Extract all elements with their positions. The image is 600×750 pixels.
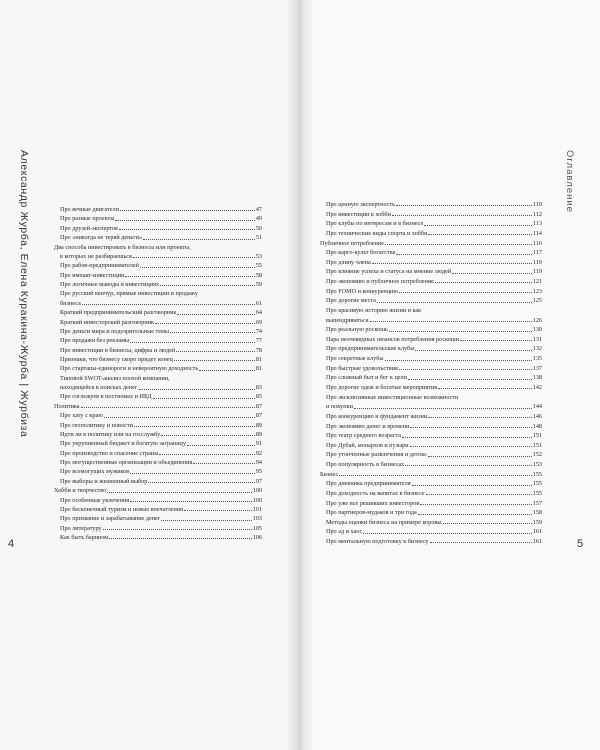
toc-entry	[54, 525, 262, 532]
toc-entry	[54, 393, 262, 400]
toc-entry	[54, 253, 262, 260]
toc-entry	[54, 375, 262, 382]
toc-entry-title: Про разные проекты	[60, 215, 115, 223]
toc-entry-page: 151	[532, 432, 542, 440]
toc-leader-dots	[443, 523, 532, 524]
toc-entry-page: 131	[532, 335, 542, 343]
toc-entry-page: 130	[532, 326, 542, 334]
toc-entry	[320, 528, 542, 535]
toc-entry	[54, 534, 262, 541]
toc-entry-page: 161	[532, 538, 542, 545]
toc-entry	[320, 211, 542, 218]
toc-entry-title: Признаки, что бизнесу скоро придет конец	[60, 355, 173, 363]
toc-entry-page: 69	[255, 318, 262, 326]
toc-entry-page: 101	[252, 505, 262, 513]
toc-entry-title: Про хату с краю	[60, 412, 103, 420]
toc-entry-title: Про карго-культ богатства	[326, 249, 396, 257]
toc-entry-title: Политика	[54, 402, 80, 410]
toc-entry	[320, 394, 542, 401]
toc-entry-page: 94	[255, 459, 262, 466]
toc-entry-title: Про литературу	[60, 524, 102, 532]
toc-leader-dots	[107, 492, 251, 493]
toc-leader-dots	[405, 465, 531, 466]
toc-entry	[54, 234, 262, 241]
right-running-head: Оглавление	[564, 150, 575, 213]
toc-entry	[320, 268, 542, 275]
toc-leader-dots	[155, 323, 255, 324]
toc-entry	[320, 297, 542, 304]
toc-entry	[320, 538, 542, 545]
toc-entry	[54, 281, 262, 288]
toc-entry	[320, 220, 542, 227]
toc-entry-title: Про конкуренцию и фундамент жизни	[326, 412, 428, 420]
toc-entry	[320, 423, 542, 430]
toc-entry-title: Пара неочевидных нюансов потребления роскоши	[326, 335, 459, 343]
toc-entry-page: 81	[255, 355, 262, 363]
toc-entry-title: Про бесконечный туризм и новые впечатления	[60, 505, 183, 513]
toc-leader-dots	[174, 360, 255, 361]
toc-entry-title: Про логичные выводы в инвестициях	[60, 281, 160, 288]
toc-leader-dots	[177, 314, 254, 315]
toc-leader-dots	[109, 538, 251, 539]
left-running-head: Александр Журба, Елена Куракина-Журба | Журбиза	[18, 150, 30, 438]
toc-leader-dots	[418, 514, 532, 515]
toc-entry-title: Про клубы по интересам и в бизнесе	[326, 220, 424, 228]
toc-entry-title: Про геополитику и новости	[60, 421, 133, 429]
toc-entry	[320, 240, 542, 247]
toc-entry-page: 114	[532, 229, 542, 237]
toc-entry-page: 158	[532, 509, 542, 517]
toc-entry-title: Про рабов-предпринимателей	[60, 262, 139, 270]
toc-leader-dots	[399, 369, 532, 370]
toc-entry-title: Краткий инвесторский разговорник	[60, 318, 155, 326]
toc-leader-dots	[408, 379, 532, 380]
toc-entry-page: 151	[532, 441, 542, 449]
toc-leader-dots	[130, 501, 252, 502]
toc-entry-title: Как быть барином	[60, 534, 109, 541]
toc-entry	[320, 326, 542, 333]
toc-entry-page: 58	[255, 271, 262, 279]
toc-entry-title: Про партнеров-мудаков и три года	[326, 509, 417, 517]
toc-entry-page: 121	[532, 278, 542, 285]
toc-leader-dots	[410, 427, 531, 428]
toc-entry-page: 155	[532, 480, 542, 488]
toc-entry-title: Про популярность в бизнесах	[326, 461, 405, 468]
toc-entry	[320, 403, 542, 410]
toc-entry-title: Про ценную экспертность	[326, 201, 396, 208]
toc-entry-title: Хобби и творчество	[54, 487, 107, 495]
toc-entry	[54, 403, 262, 410]
toc-entry-title: Про стартапы-единороги и невероятную доходность	[60, 365, 199, 373]
toc-entry	[54, 290, 262, 297]
toc-leader-dots	[402, 437, 532, 438]
toc-leader-dots	[426, 494, 532, 495]
toc-leader-dots	[161, 435, 255, 436]
toc-entry-page: 85	[255, 393, 262, 401]
toc-entry-title: Про соглежуев в постиомах и ИБД	[60, 393, 152, 401]
toc-entry	[320, 374, 542, 381]
toc-leader-dots	[119, 229, 255, 230]
toc-entry-page: 100	[252, 496, 262, 504]
toc-leader-dots	[120, 210, 255, 211]
toc-entry	[54, 450, 262, 457]
toc-leader-dots	[170, 332, 255, 333]
toc-leader-dots	[103, 529, 252, 530]
left-page-number: 4	[8, 538, 15, 550]
toc-leader-dots	[435, 282, 532, 283]
toc-leader-dots	[187, 445, 255, 446]
toc-entry-page: 148	[532, 422, 542, 430]
toc-entry-title: Про инвестиции в бизнесы, цифры и людей	[60, 346, 176, 354]
toc-leader-dots	[396, 254, 532, 255]
toc-entry	[54, 215, 262, 222]
toc-entry	[54, 384, 262, 391]
toc-entry	[320, 500, 542, 507]
toc-entry-title: Про предпринимательские клубы	[326, 345, 415, 353]
toc-leader-dots	[428, 456, 532, 457]
toc-leader-dots	[428, 417, 532, 418]
toc-entry	[320, 317, 542, 324]
toc-entry-page: 153	[532, 461, 542, 468]
toc-entry-page: 103	[252, 515, 262, 523]
toc-entry	[54, 431, 262, 438]
toc-entry-page: 119	[532, 268, 542, 276]
toc-entry-page: 89	[255, 421, 262, 429]
toc-entry-title: Про дорогие места	[326, 297, 376, 305]
toc-entry-page: 64	[255, 309, 262, 317]
toc-entry-title: Два способа инвестировать в бизнесы или проекты,	[54, 243, 191, 251]
toc-entry-page: 74	[255, 327, 262, 335]
toc-entry-title: Про доходность на вапитах в бизнесе	[326, 489, 425, 497]
toc-entry-title: выпендриваться	[326, 316, 369, 324]
toc-entry	[54, 225, 262, 232]
toc-entry-title: Про дневника предпринимателя	[326, 480, 411, 488]
toc-entry-title: Про уже все решивших инвесторов	[326, 499, 420, 507]
toc-entry-title: Про особенные увлечения	[60, 496, 130, 504]
toc-entry-page: 119	[532, 258, 542, 266]
toc-leader-dots	[410, 446, 532, 447]
toc-leader-dots	[420, 504, 531, 505]
toc-entry-page: 161	[532, 528, 542, 536]
toc-entry	[54, 515, 262, 522]
toc-entry-page: 87	[255, 412, 262, 420]
toc-entry-title: Бизнес	[320, 470, 339, 478]
toc-entry-title: Про вечные двигатели	[60, 206, 119, 213]
toc-entry	[320, 413, 542, 420]
toc-entry-title: Про экономию денег и времени	[326, 422, 410, 430]
toc-entry	[320, 432, 542, 439]
toc-entry-page: 105	[252, 524, 262, 532]
toc-entry-title: Идти ли в политику или на госслужбу	[60, 430, 161, 438]
toc-entry-title: Про продажи без рекламы	[60, 337, 130, 345]
toc-leader-dots	[140, 267, 255, 268]
toc-leader-dots	[396, 205, 532, 206]
toc-entry-page: 53	[255, 252, 262, 260]
toc-entry-title: Про призвание и зарабатывание денег	[60, 515, 161, 523]
toc-entry	[320, 384, 542, 391]
toc-entry-title: Про русский венчур, прямые инвестиции и продажу	[60, 290, 199, 298]
toc-entry	[54, 262, 262, 269]
toc-leader-dots	[176, 351, 254, 352]
toc-leader-dots	[130, 342, 255, 343]
toc-entry-page: 152	[532, 451, 542, 459]
toc-entry	[54, 244, 262, 251]
toc-entry	[320, 509, 542, 516]
toc-entry-page: 157	[532, 499, 542, 507]
toc-entry	[320, 471, 542, 478]
toc-leader-dots	[430, 542, 532, 543]
toc-entry-page: 123	[532, 287, 542, 295]
toc-leader-dots	[139, 389, 255, 390]
toc-entry-page: 47	[255, 206, 262, 213]
toc-entry	[54, 337, 262, 344]
toc-entry	[54, 319, 262, 326]
toc-leader-dots	[438, 388, 532, 389]
toc-leader-dots	[415, 350, 531, 351]
toc-leader-dots	[385, 360, 532, 361]
toc-entry	[320, 355, 542, 362]
toc-entry-title: Про FOMO и конкуренцию	[326, 287, 398, 295]
toc-entry-title: Про утонченные развлечения и детокс	[326, 451, 427, 459]
toc-leader-dots	[399, 292, 532, 293]
toc-entry-title: Про дорогие одеж и богатые мероприятия	[326, 383, 438, 391]
toc-entry-page: 132	[532, 345, 542, 353]
toc-entry-page: 89	[255, 430, 262, 438]
toc-entry	[54, 478, 262, 485]
toc-leader-dots	[199, 370, 255, 371]
book-gutter	[286, 0, 314, 750]
toc-entry	[320, 278, 542, 285]
toc-entry-title: Про технические виды спорта и хобби	[326, 229, 428, 237]
toc-entry-page: 117	[532, 249, 542, 257]
toc-leader-dots	[81, 407, 255, 408]
toc-entry-page: 126	[532, 316, 542, 324]
toc-entry-title: Про друзей-экспертов	[60, 224, 118, 232]
toc-entry	[54, 497, 262, 504]
toc-leader-dots	[82, 304, 255, 305]
toc-entry-title: бизнеса	[60, 299, 81, 307]
toc-entry	[54, 459, 262, 466]
toc-leader-dots	[370, 321, 532, 322]
toc-entry-page: 138	[532, 374, 542, 382]
toc-entry	[320, 480, 542, 487]
toc-leader-dots	[392, 215, 532, 216]
toc-entry	[320, 230, 542, 237]
toc-entry-title: Про производство и спасение страны	[60, 449, 159, 457]
toc-entry-title: Про инвестиции в хобби	[326, 210, 391, 218]
toc-leader-dots	[428, 234, 532, 235]
toc-entry	[320, 259, 542, 266]
right-page-number: 5	[577, 538, 584, 550]
toc-entry-page: 83	[255, 384, 262, 392]
toc-entry-title: и покупки	[326, 403, 353, 411]
toc-entry-page: 59	[255, 281, 262, 288]
toc-entry-title: Про всемогущих мужиков	[60, 468, 130, 476]
toc-entry-page: 87	[255, 402, 262, 410]
toc-entry-page: 97	[255, 477, 262, 485]
toc-leader-dots	[184, 510, 252, 511]
toc-leader-dots	[363, 533, 531, 534]
toc-entry-page: 106	[252, 534, 262, 541]
toc-entry-page: 144	[532, 403, 542, 411]
toc-entry-title: Про реальную роскошь	[326, 326, 388, 334]
toc-entry-title: Про сложный быт и бег к цели	[326, 374, 407, 382]
toc-entry-title: Про влияние успеха и статуса на мнение людей	[326, 268, 452, 276]
toc-entry-page: 77	[255, 337, 262, 345]
toc-leader-dots	[125, 276, 255, 277]
toc-entry	[54, 365, 262, 372]
toc-entry-title: Про секретные клубы	[326, 355, 384, 363]
toc-leader-dots	[148, 482, 254, 483]
toc-leader-dots	[104, 417, 255, 418]
toc-entry-title: Методы оценки бизнеса на примере коровы	[326, 518, 442, 526]
toc-leader-dots	[160, 285, 255, 286]
toc-entry	[54, 309, 262, 316]
toc-entry-page: 146	[532, 412, 542, 420]
toc-entry-title: Про длину члена	[326, 258, 371, 266]
toc-entry	[54, 468, 262, 475]
toc-entry	[320, 336, 542, 343]
toc-entry	[320, 490, 542, 497]
toc-entry-page: 61	[255, 299, 262, 307]
toc-entry	[54, 328, 262, 335]
toc-leader-dots	[412, 485, 532, 486]
toc-entry-title: Про импакт-инвестиции	[60, 271, 125, 279]
toc-entry-title: Про «никогда не теряй деньги»	[60, 234, 143, 242]
toc-entry	[54, 487, 262, 494]
toc-entry-page: 116	[532, 239, 542, 247]
toc-entry-page: 142	[532, 383, 542, 391]
toc-entry-page: 137	[532, 364, 542, 372]
toc-entry	[320, 307, 542, 314]
toc-leader-dots	[377, 302, 532, 303]
toc-entry-title: находящейся в поисках денег	[60, 384, 138, 392]
toc-entry-page: 155	[532, 489, 542, 497]
toc-entry-title: Про экономию и публичное потребление	[326, 278, 434, 285]
toc-leader-dots	[133, 257, 255, 258]
toc-entry-page: 125	[532, 297, 542, 305]
toc-leader-dots	[372, 263, 532, 264]
toc-entry	[54, 422, 262, 429]
toc-entry	[320, 249, 542, 256]
toc-entry-title: Про ментальную подготовку к бизнесу	[326, 538, 429, 545]
toc-entry-title: в которых не разбираешься	[60, 252, 132, 260]
toc-entry-page: 155	[532, 470, 542, 478]
toc-entry-page: 92	[255, 449, 262, 457]
toc-leader-dots	[385, 244, 532, 245]
toc-entry-title: Публичное потребление	[320, 239, 384, 247]
toc-leader-dots	[134, 426, 255, 427]
toc-entry	[320, 288, 542, 295]
toc-entry-title: Про эксклюзивные инвестиционные возможности	[326, 393, 459, 401]
toc-entry-page: 95	[255, 468, 262, 476]
toc-entry	[320, 461, 542, 468]
toc-leader-dots	[424, 225, 532, 226]
toc-leader-dots	[389, 331, 532, 332]
toc-entry-title: Про укрупненный бюджет и богатую заграницу	[60, 440, 186, 448]
toc-entry	[320, 365, 542, 372]
toc-entry-page: 81	[255, 365, 262, 373]
toc-entry-page: 91	[255, 440, 262, 448]
toc-entry-page: 113	[532, 220, 542, 228]
toc-entry-title: Про красивую историю жизни и как	[326, 306, 422, 314]
toc-entry-title: Про театр среднего возраста	[326, 432, 401, 440]
toc-entry-title: Про ад и хаос	[326, 528, 363, 536]
toc-entry-title: Про могущественные организации и объединения	[60, 459, 193, 466]
toc-leader-dots	[354, 408, 532, 409]
toc-entry-page: 100	[252, 487, 262, 495]
toc-entry	[54, 506, 262, 513]
toc-leader-dots	[339, 475, 531, 476]
toc-entry-title: Про деньги мира и подозрительные темы	[60, 327, 170, 335]
toc-entry	[54, 347, 262, 354]
toc-entry	[320, 451, 542, 458]
toc-entry-title: Про выборы и жизненный выбор	[60, 477, 148, 485]
toc-leader-dots	[143, 239, 255, 240]
toc-entry	[54, 206, 262, 213]
toc-leader-dots	[161, 520, 251, 521]
toc-entry	[54, 412, 262, 419]
toc-leader-dots	[193, 463, 255, 464]
toc-entry-title: Про Дубай, монархов и пузыри	[326, 441, 409, 449]
toc-entry	[54, 356, 262, 363]
toc-entry-page: 135	[532, 355, 542, 363]
toc-entry-page: 49	[255, 215, 262, 223]
toc-entry	[320, 201, 542, 208]
toc-entry-page: 110	[532, 201, 542, 208]
toc-entry	[320, 519, 542, 526]
toc-entry-title: Краткий предпринимательский разговорник	[60, 309, 177, 317]
toc-entry-page: 159	[532, 518, 542, 526]
toc-entry-title: Про быстрые удовольствия	[326, 364, 398, 372]
toc-entry	[54, 300, 262, 307]
toc-leader-dots	[460, 340, 532, 341]
toc-entry-page: 50	[255, 224, 262, 232]
toc-entry	[320, 442, 542, 449]
toc-leader-dots	[153, 398, 255, 399]
toc-entry-page: 51	[255, 234, 262, 242]
toc-entry	[54, 440, 262, 447]
toc-entry	[320, 345, 542, 352]
toc-entry-page: 55	[255, 262, 262, 270]
toc-leader-dots	[115, 220, 254, 221]
toc-leader-dots	[159, 454, 254, 455]
toc-entry-page: 112	[532, 210, 542, 218]
toc-leader-dots	[130, 473, 255, 474]
toc-entry	[54, 272, 262, 279]
toc-entry-page: 78	[255, 346, 262, 354]
toc-leader-dots	[452, 273, 532, 274]
toc-entry-title: Типовой SWOT-анализ плохой компании,	[60, 374, 170, 382]
